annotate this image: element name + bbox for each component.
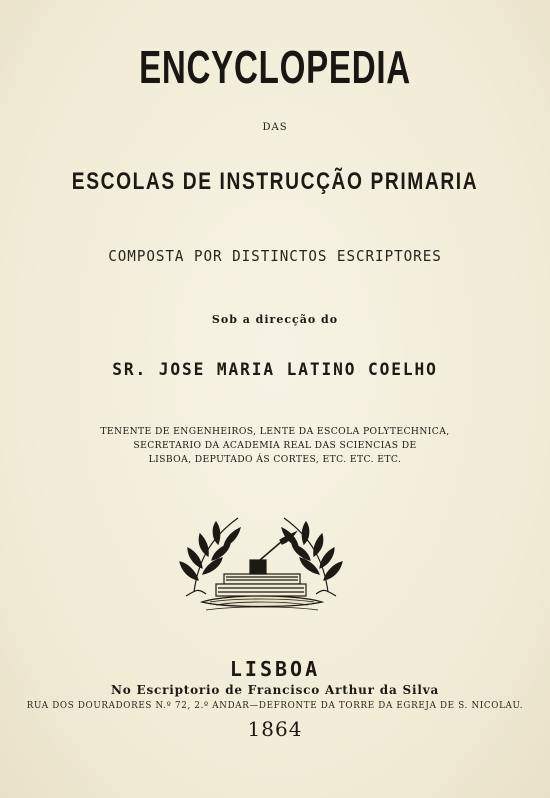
credential-line: LISBOA, DEPUTADO ÁS CORTES, ETC. ETC. ETC.	[148, 454, 402, 465]
direction-line: Sob a direcção do	[211, 313, 339, 326]
composed-by-line: COMPOSTA POR DISTINCTOS ESCRIPTORES	[108, 247, 442, 265]
publication-year: 1864	[247, 717, 303, 741]
publisher-line: No Escriptorio de Francisco Arthur da Silva	[110, 683, 440, 697]
credential-line: SECRETARIO DA ACADEMIA REAL DAS SCIENCIAS DE	[133, 440, 417, 451]
credential-line: TENENTE DE ENGENHEIROS, LENTE DA ESCOLA POLYTECHNICA,	[100, 426, 450, 437]
publisher-address: RUA DOS DOURADORES N.º 72, 2.º ANDAR—DEFRONTE DA TORRE DA EGREJA DE S. NICOLAU.	[26, 701, 524, 711]
das-line: DAS	[262, 122, 288, 133]
author-name: SR. JOSE MARIA LATINO COELHO	[112, 360, 438, 380]
laurel-books-inkwell-vignette	[176, 510, 346, 618]
book-title: ENCYCLOPEDIA	[139, 41, 411, 93]
author-credentials	[0, 425, 550, 467]
imprint-city: LISBOA	[229, 657, 321, 681]
subtitle: ESCOLAS DE INSTRUCÇÃO PRIMARIA	[71, 168, 479, 195]
